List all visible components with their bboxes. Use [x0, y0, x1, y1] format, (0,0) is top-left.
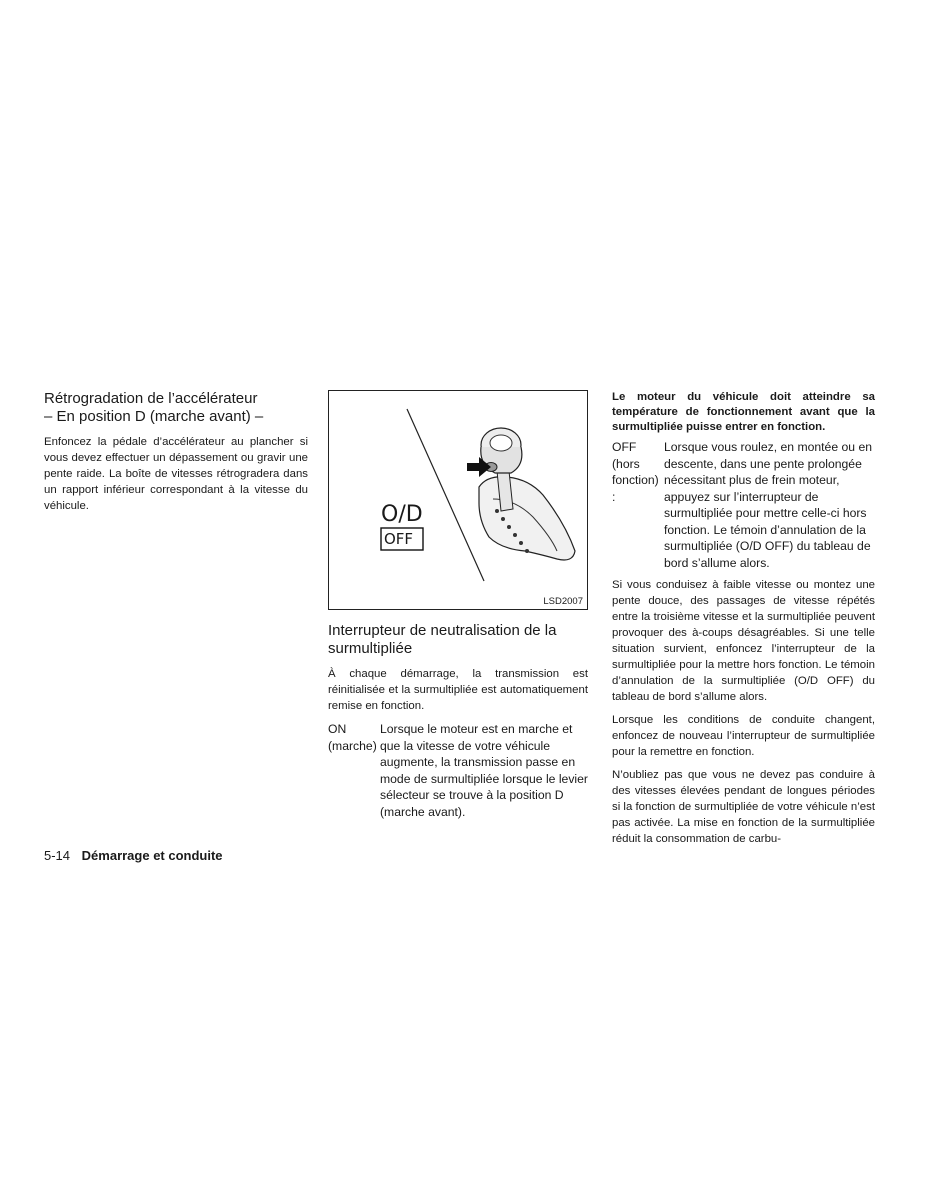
overdrive-intro-paragraph: À chaque démarrage, la transmission est réinitialisée et la surmultipliée est automatiquement remise en fonction.	[328, 668, 588, 712]
downshift-paragraph: Enfoncez la pédale d’accélérateur au plancher si vous devez effectuer un dépassement ou gravir une pente raide. La boîte de vitesses rétrogradera dans un rapport inférieur correspondant à la vitesse du véhicule.	[44, 436, 308, 512]
chapter-title: Démarrage et conduite	[81, 848, 223, 863]
off-definition-row	[612, 439, 875, 571]
off-definition: Lorsque vous roulez, en montée ou en descente, dans une pente prolongée nécessitant plus de frein moteur, appuyez sur l’interrupteur de surmultipliée pour mettre celle-ci hors fonction. Le témoin d’annulation de la surmultipliée (O/D OFF) du tableau de bord s’allume alors.	[664, 440, 873, 570]
on-definition: Lorsque le moteur est en marche et que la vitesse de votre véhicule augmente, la transmission passe en mode de surmultipliée lorsque le levier sélecteur se trouve à la position D (marche avant).	[380, 722, 588, 819]
section-heading-downshift	[44, 390, 308, 426]
low-speed-paragraph: Si vous conduisez à faible vitesse ou montez une pente douce, des passages de vitesse répétés entre la troisième vitesse et la surmultipliée peuvent provoquer des à-coups désagréables. Si une telle situation survient, enfoncez l’interrupteur de la surmultipliée pour la mettre hors fonction. Le témoin d’annulation de la surmultipliée (O/D OFF) du tableau de bord s’allume alors.	[612, 579, 875, 703]
overdrive-switch-figure	[328, 390, 588, 610]
page-number: 5-14	[44, 848, 71, 863]
heading-line-2: – En position D (marche avant) –	[44, 408, 264, 425]
knob-cap	[490, 435, 512, 451]
divider-line	[407, 409, 484, 581]
gear-shifter-illustration	[329, 391, 587, 609]
page-footer	[44, 848, 223, 863]
off-symbol-label: OFF	[384, 530, 414, 548]
on-term: ON (marche)	[328, 722, 377, 753]
od-symbol-label: O/D	[381, 502, 423, 527]
heading-line-1: Rétrogradation de l’accélérateur	[44, 390, 258, 407]
figure-code: LSD2007	[543, 596, 583, 607]
engine-temperature-note: Le moteur du véhicule doit atteindre sa température de fonctionnement avant que la surmultipliée puisse entrer en fonction.	[612, 391, 875, 433]
right-column	[612, 390, 875, 854]
high-speed-paragraph: N’oubliez pas que vous ne devez pas conduire à des vitesses élevées pendant de longues périodes si la fonction de surmultipliée de votre véhicule n’est pas activée. La mise en fonction de la surmultipliée réduit la consommation de carbu-	[612, 769, 875, 845]
on-definition-row	[328, 721, 588, 820]
shifter-plate	[479, 477, 575, 560]
conditions-change-paragraph: Lorsque les conditions de conduite changent, enfoncez de nouveau l’interrupteur de surmultipliée pour la remettre en fonction.	[612, 714, 875, 758]
middle-column	[328, 390, 588, 826]
left-column	[44, 390, 308, 521]
section-heading-overdrive: Interrupteur de neutralisation de la surmultipliée	[328, 622, 557, 657]
off-term: OFF (hors fonction) :	[612, 440, 659, 504]
